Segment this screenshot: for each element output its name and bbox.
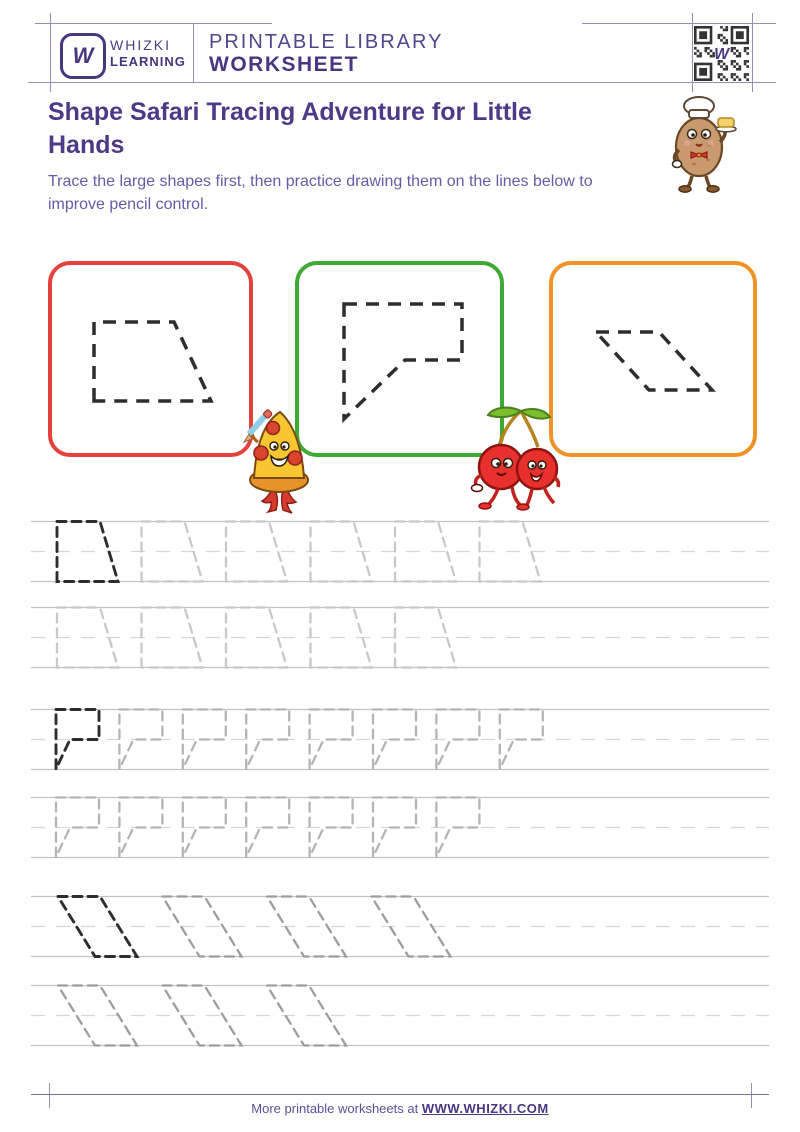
tracing-row-parallelogram-1 xyxy=(31,895,769,958)
cherries-icon xyxy=(468,403,570,518)
crop-mark xyxy=(692,13,693,92)
logo-letter: W xyxy=(72,43,94,68)
tracing-row-trapezoid-1 xyxy=(31,520,769,583)
speech-bubble-trace-shape xyxy=(344,304,462,419)
footer-divider xyxy=(31,1094,769,1095)
tracing-row-trapezoid-2 xyxy=(31,606,769,669)
parallelogram-trace-shape xyxy=(596,332,712,390)
header-divider xyxy=(193,24,194,82)
svg-text:W: W xyxy=(714,46,729,63)
crop-mark xyxy=(752,13,753,92)
shape-box-trapezoid xyxy=(48,261,253,457)
crop-mark xyxy=(28,82,776,83)
brand-sub-label: LEARNING xyxy=(110,54,186,69)
qr-code xyxy=(694,26,749,81)
crop-mark xyxy=(35,23,272,24)
whizki-logo-icon xyxy=(60,33,106,79)
pizza-slice-icon xyxy=(238,406,318,521)
tracing-row-speech-bubble-2 xyxy=(31,796,769,859)
trapezoid-trace-shape xyxy=(94,322,211,401)
page-title: Shape Safari Tracing Adventure for Little Hands xyxy=(48,98,532,159)
crop-mark xyxy=(582,23,776,24)
shape-box-parallelogram xyxy=(549,261,757,457)
footer-text xyxy=(0,1101,800,1116)
doc-type-label: WORKSHEET xyxy=(209,53,359,76)
footer-link[interactable]: WWW.WHIZKI.COM xyxy=(421,1101,549,1116)
instructions-text: Trace the large shapes first, then practice drawing them on the lines below to improve pencil control. xyxy=(48,173,593,214)
tracing-row-parallelogram-2 xyxy=(31,984,769,1047)
crop-mark xyxy=(50,13,51,92)
footer-label: More printable worksheets at xyxy=(251,1101,422,1116)
brand-name: WHIZKI xyxy=(110,37,171,53)
library-label: PRINTABLE LIBRARY xyxy=(209,31,444,53)
potato-chef-icon xyxy=(652,90,747,200)
tracing-row-speech-bubble-1 xyxy=(31,708,769,771)
